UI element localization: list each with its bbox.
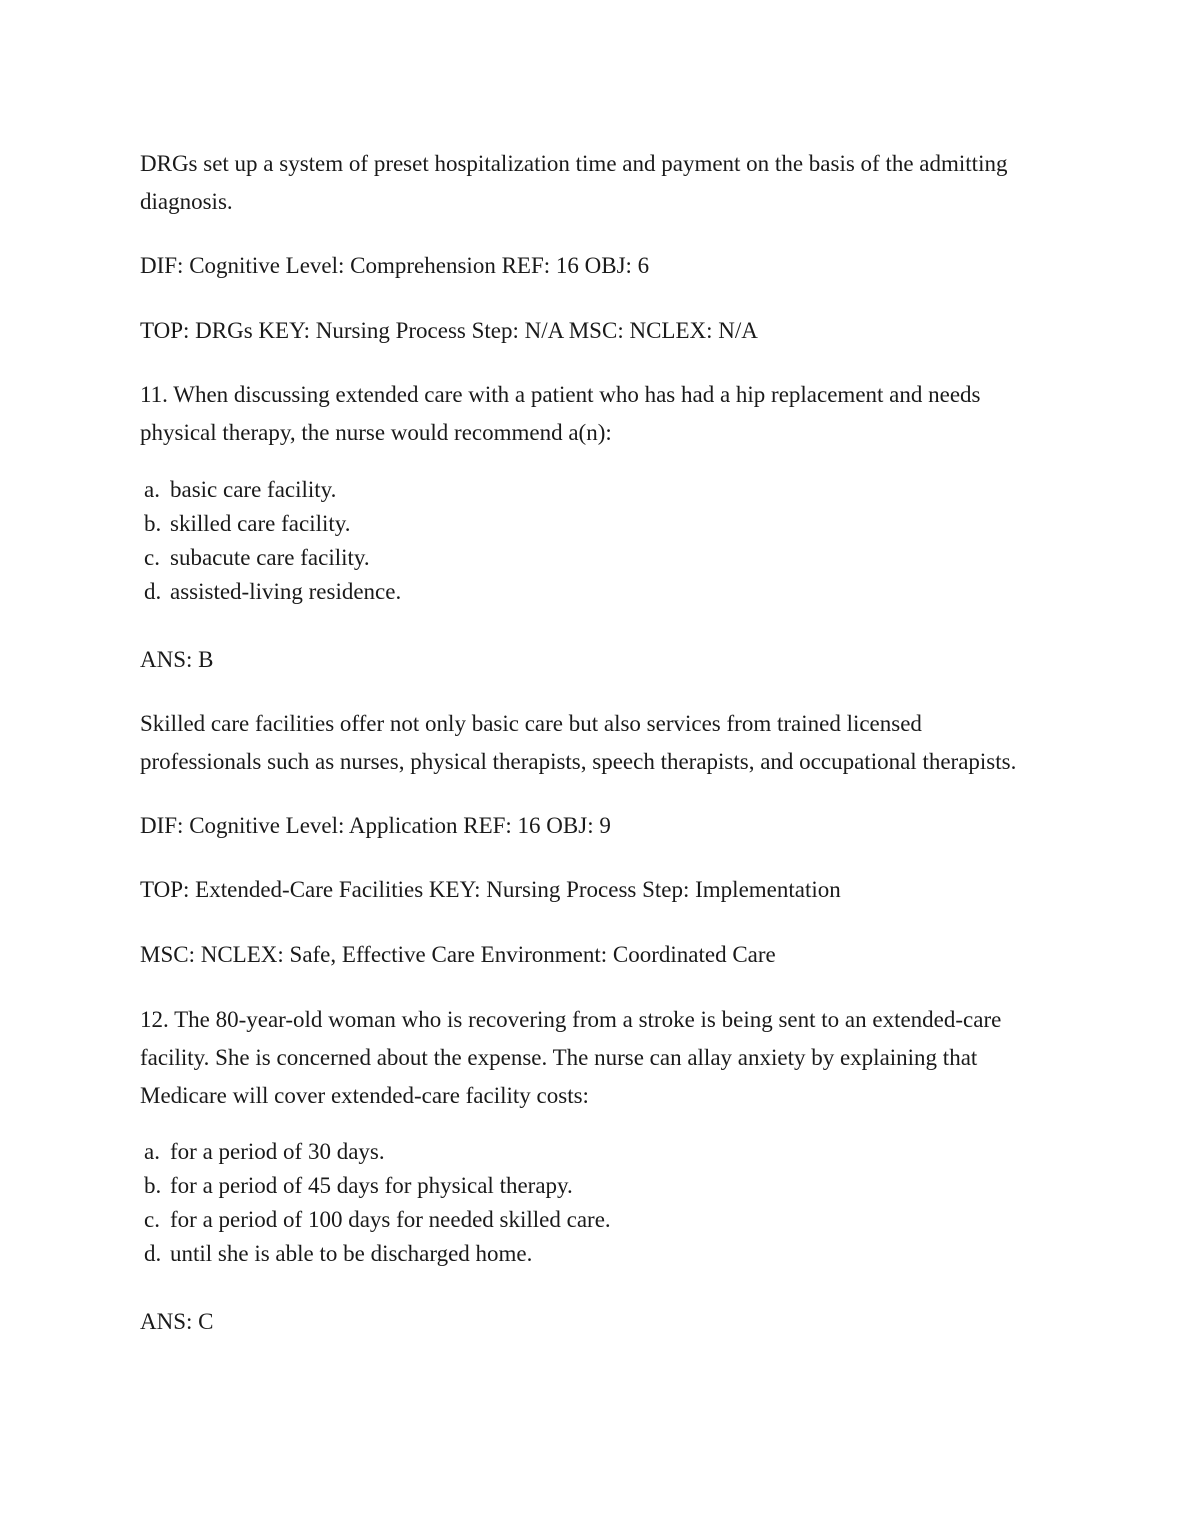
option-letter: c.	[144, 545, 160, 570]
option-b	[140, 1169, 1040, 1203]
option-text: until she is able to be discharged home.	[170, 1241, 533, 1266]
question-11-options	[140, 473, 1040, 609]
option-d	[140, 575, 1040, 609]
question-11-top: TOP: Extended-Care Facilities KEY: Nursing Process Step: Implementation	[140, 877, 841, 902]
top-previous: TOP: DRGs KEY: Nursing Process Step: N/A MSC: NCLEX: N/A	[140, 318, 758, 343]
option-text: for a period of 100 days for needed skilled care.	[170, 1207, 611, 1232]
option-letter: d.	[144, 1241, 162, 1266]
option-d	[140, 1237, 1040, 1271]
option-b	[140, 507, 1040, 541]
option-text: subacute care facility.	[170, 545, 370, 570]
option-text: skilled care facility.	[170, 511, 351, 536]
dif-previous: DIF: Cognitive Level: Comprehension REF: 16 OBJ: 6	[140, 253, 650, 278]
option-a	[140, 473, 1040, 507]
option-text: assisted-living residence.	[170, 579, 402, 604]
question-12-options	[140, 1135, 1040, 1271]
option-letter: c.	[144, 1207, 160, 1232]
option-c	[140, 1203, 1040, 1237]
option-a	[140, 1135, 1040, 1169]
question-11-msc: MSC: NCLEX: Safe, Effective Care Environment: Coordinated Care	[140, 942, 776, 967]
option-letter: d.	[144, 579, 162, 604]
option-text: basic care facility.	[170, 477, 337, 502]
question-12-answer: ANS: C	[140, 1309, 214, 1334]
option-letter: b.	[144, 511, 162, 536]
option-letter: a.	[144, 1139, 160, 1164]
question-12-stem: 12. The 80-year-old woman who is recovering from a stroke is being sent to an extended-care facility. She is concerned about the expense. The nurse can allay anxiety by explaining that Medicare will cover extended-care facility costs:	[140, 1007, 1002, 1108]
option-letter: b.	[144, 1173, 162, 1198]
rationale-previous: DRGs set up a system of preset hospitalization time and payment on the basis of the admitting diagnosis.	[140, 151, 1008, 214]
question-11-rationale: Skilled care facilities offer not only basic care but also services from trained licensed professionals such as nurses, physical therapists, speech therapists, and occupational therapists.	[140, 711, 1017, 774]
option-letter: a.	[144, 477, 160, 502]
question-11-answer: ANS: B	[140, 647, 214, 672]
question-11-dif: DIF: Cognitive Level: Application REF: 16 OBJ: 9	[140, 813, 611, 838]
option-text: for a period of 30 days.	[170, 1139, 385, 1164]
question-11-stem: 11. When discussing extended care with a patient who has had a hip replacement and needs physical therapy, the nurse would recommend a(n):	[140, 382, 981, 445]
option-text: for a period of 45 days for physical therapy.	[170, 1173, 573, 1198]
option-c	[140, 541, 1040, 575]
